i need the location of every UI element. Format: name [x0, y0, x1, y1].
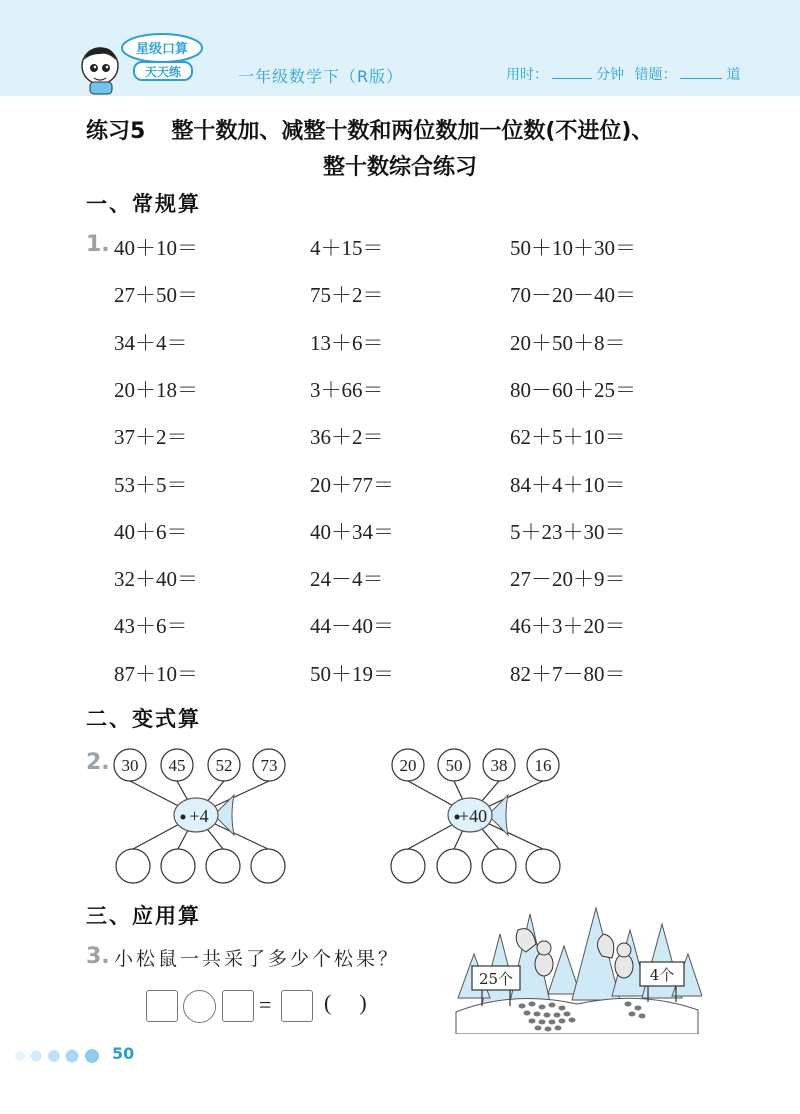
problem-r1-c3: 50＋10＋30＝ — [510, 236, 636, 260]
fish-answer-circle[interactable] — [116, 849, 150, 883]
fish-input-value: 45 — [168, 756, 186, 775]
page-number: 50 — [112, 1044, 135, 1063]
fish-input-value: 52 — [215, 756, 233, 775]
fish-input-value: 16 — [534, 756, 552, 775]
answer-equals: = — [259, 992, 272, 1017]
fish-diagram-1 — [114, 749, 285, 883]
problem-r10-c1: 87＋10＝ — [114, 661, 198, 686]
lesson-title-line1: 整十数加、减整十数和两位数加一位数(不进位)、 — [171, 119, 654, 144]
fish-operator: +40 — [458, 806, 488, 826]
fish-answer-circle[interactable] — [206, 849, 240, 883]
section-heading-regular: 一、常规算 — [86, 192, 201, 216]
application-question: 小松鼠一共采了多少个松果？ — [114, 948, 401, 970]
problem-r2-c1: 27＋50＝ — [114, 283, 198, 308]
problem-r5-c1: 37＋2＝ — [114, 425, 188, 450]
footer-dots — [14, 1048, 110, 1064]
lesson-number: 练习5 — [86, 119, 146, 144]
sign-right-label: 4个 — [649, 966, 675, 984]
problem-r9-c1: 43＋6＝ — [114, 614, 188, 639]
fish-input-value: 73 — [260, 756, 278, 775]
problem-r10-c3: 82＋7－80＝ — [510, 661, 626, 686]
problem-r6-c1: 53＋5＝ — [114, 472, 188, 497]
problem-r10-c2: 50＋19＝ — [310, 661, 394, 686]
problem-r9-c3: 46＋3＋20＝ — [510, 614, 626, 639]
problem-r5-c3: 62＋5＋10＝ — [510, 425, 626, 450]
problem-r2-c2: 75＋2＝ — [310, 283, 384, 308]
problem-r7-c3: 5＋23＋30＝ — [510, 519, 626, 544]
problem-r3-c3: 20＋50＋8＝ — [510, 330, 626, 355]
fish-input-value: 20 — [399, 756, 417, 775]
answer-circle-operator[interactable] — [183, 990, 216, 1023]
fish-answer-circle[interactable] — [391, 849, 425, 883]
problem-r4-c1: 20＋18＝ — [114, 377, 198, 402]
problem-r2-c3: 70－20－40＝ — [510, 283, 636, 308]
question-number-2: 2. — [86, 750, 110, 775]
count-label: 道 — [726, 67, 741, 83]
fish-answer-circle[interactable] — [437, 849, 471, 883]
squirrel-forest-illustration — [452, 894, 702, 1034]
grade-title: 一年级数学下（R版） — [238, 67, 404, 86]
problem-r8-c3: 27－20＋9＝ — [510, 567, 626, 592]
question-number-1: 1. — [86, 232, 110, 257]
fish-answer-circle[interactable] — [482, 849, 516, 883]
section-heading-application: 三、应用算 — [86, 904, 201, 928]
fish-answer-circle[interactable] — [251, 849, 285, 883]
problem-r4-c2: 3＋66＝ — [310, 377, 384, 402]
minutes-label: 分钟 — [596, 67, 624, 83]
problem-r7-c1: 40＋6＝ — [114, 519, 188, 544]
problem-r1-c1: 40＋10＝ — [114, 236, 198, 260]
mascot-badge-line2: 天天练 — [144, 65, 182, 79]
fish-input-value: 50 — [445, 756, 463, 775]
problem-r8-c1: 32＋40＝ — [114, 567, 198, 592]
answer-unit-paren[interactable]: () — [324, 990, 395, 1015]
fish-operator: +4 — [189, 806, 209, 826]
section-heading-variant: 二、变式算 — [86, 707, 201, 731]
sign-left-label: 25个 — [478, 970, 514, 988]
problem-r1-c2: 4＋15＝ — [310, 236, 384, 260]
problem-r9-c2: 44－40＝ — [310, 614, 394, 639]
fish-input-value: 30 — [121, 756, 139, 775]
question-number-3: 3. — [86, 944, 110, 969]
problem-r3-c1: 34＋4＝ — [114, 330, 188, 355]
fish-diagram-2 — [391, 749, 560, 883]
fish-input-value: 38 — [490, 756, 508, 775]
problem-r6-c2: 20＋77＝ — [310, 472, 394, 497]
problem-r6-c3: 84＋4＋10＝ — [510, 472, 626, 497]
mascot-badge-line1: 星级口算 — [135, 42, 189, 57]
problem-r3-c2: 13＋6＝ — [310, 330, 384, 355]
fish-answer-circle[interactable] — [526, 849, 560, 883]
fish-answer-circle[interactable] — [161, 849, 195, 883]
answer-box-operand-1[interactable] — [146, 990, 178, 1022]
answer-box-result[interactable] — [281, 990, 313, 1022]
problem-r5-c2: 36＋2＝ — [310, 425, 384, 450]
errors-label: 错题： — [634, 67, 677, 83]
problem-r7-c2: 40＋34＝ — [310, 519, 394, 544]
time-label: 用时： — [506, 67, 548, 83]
problem-r8-c2: 24－4＝ — [310, 567, 384, 592]
lesson-title-line2: 整十数综合练习 — [322, 155, 477, 180]
problem-r4-c3: 80－60＋25＝ — [510, 377, 636, 402]
answer-box-operand-2[interactable] — [222, 990, 254, 1022]
